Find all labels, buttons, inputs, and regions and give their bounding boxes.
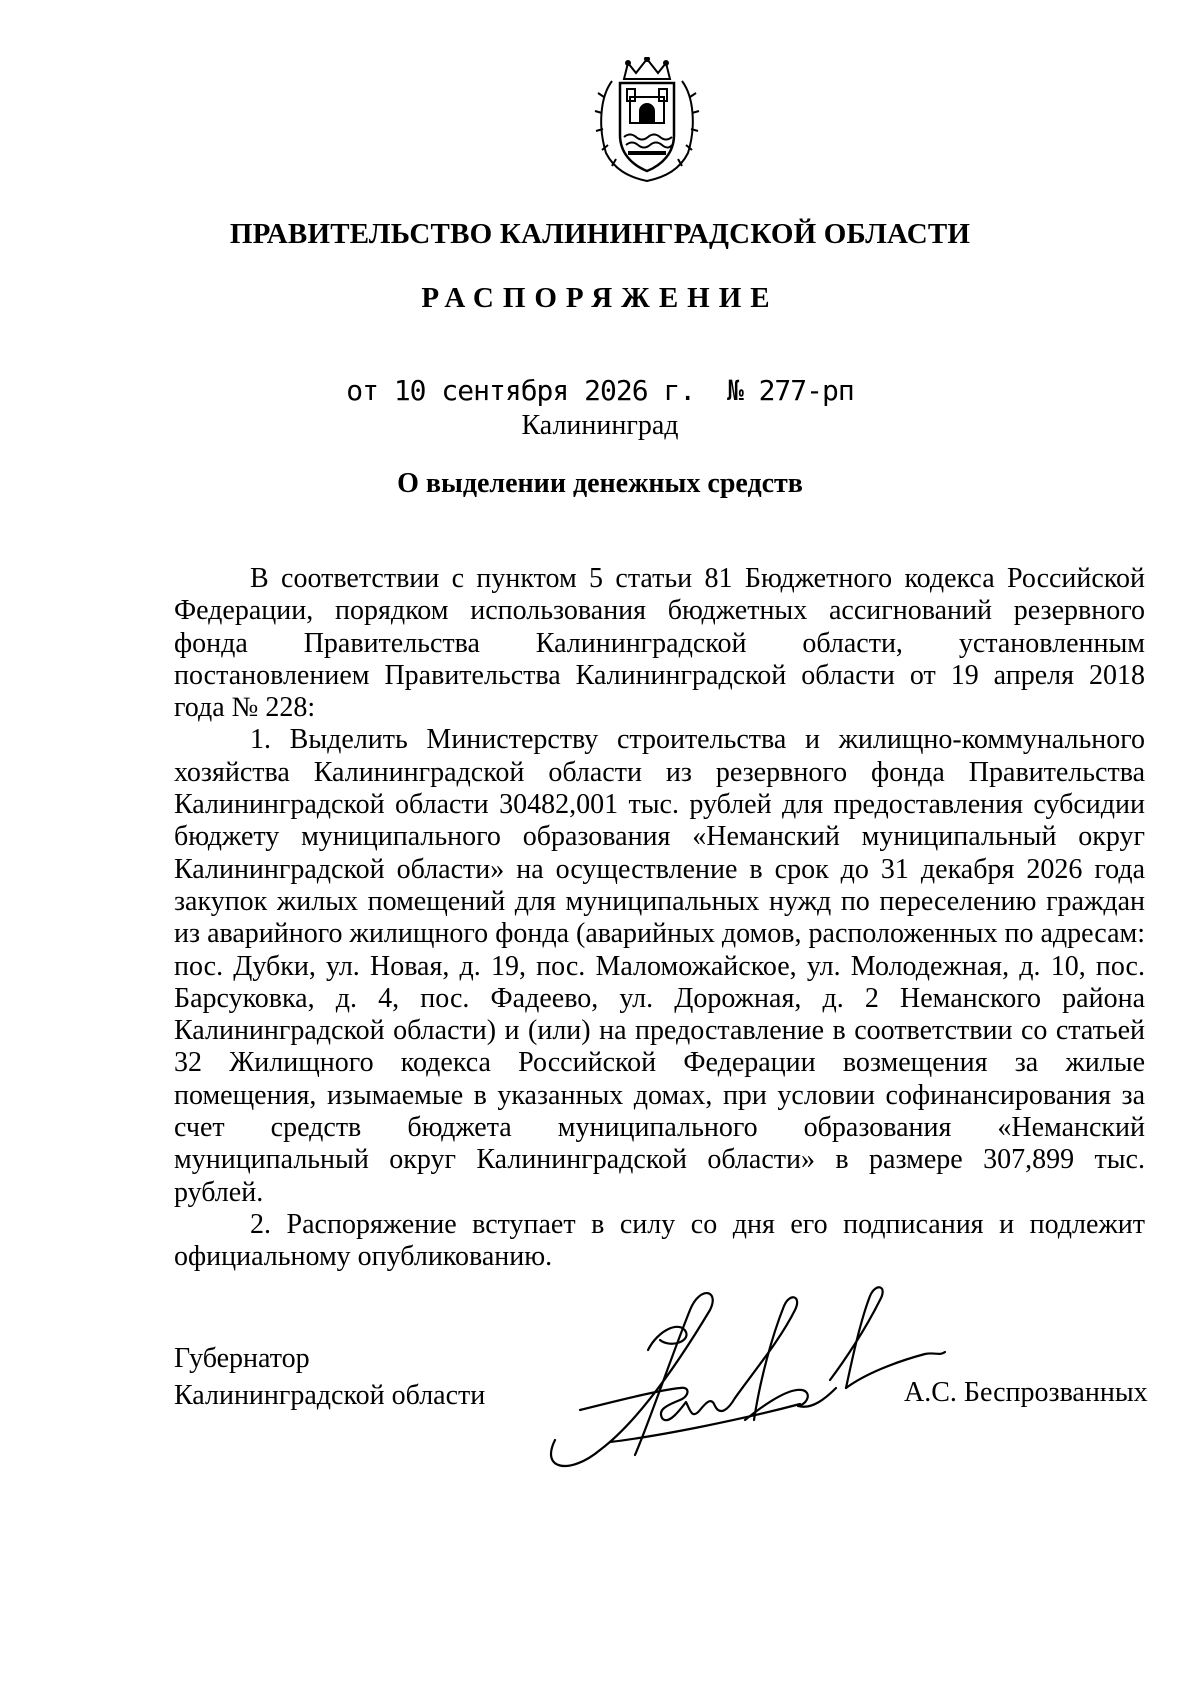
date-month: сентября <box>441 374 569 407</box>
signatory-name: А.С. Беспрозванных <box>904 1377 1148 1408</box>
item-1-paragraph: 1. Выделить Министерству строительства и жилищно-коммунального хозяйства Калининградской области из резервного фонда Правительства Калининградской области 30482,001 тыс. рублей для предоставления субсидии бюджету муниципального образования «Неманский муниципальный округ Калининградской области» на осуществление в срок до 31 декабря 2026 года закупок жилых помещений для муниципальных нужд по переселению граждан из аварийного жилищного фонда (аварийных домов, расположенных по адресам: пос. Дубки, ул. Новая, д. 19, пос. Маломожайское, ул. Молодежная, д. 10, пос. Барсуковка, д. 4, пос. Фадеево, ул. Дорожная, д. 2 Неманского района Калининградской области) и (или) на предоставление в соответствии со статьей 32 Жилищного кодекса Российской Федерации возмещения за жилые помещения, изымаемые в указанных домах, при условии софинансирования за счет средств бюджета муниципального образования «Неманский муниципальный округ Калининградской области» в размере 307,899 тыс. рублей. <box>174 724 1145 1208</box>
handwritten-signature <box>540 1270 950 1480</box>
organization-title: ПРАВИТЕЛЬСТВО КАЛИНИНГРАДСКОЙ ОБЛАСТИ <box>229 218 971 250</box>
date-year: 2026 г. <box>584 374 696 407</box>
signatory-title-line2: Калининградской области <box>174 1380 486 1411</box>
preamble-paragraph: В соответствии с пунктом 5 статьи 81 Бюджетного кодекса Российской Федерации, порядком использования бюджетных ассигнований резервного фонда Правительства Калининградской области, установленным постановлением Правительства Калининградской области от 19 апреля 2018 года № 228: <box>174 563 1145 724</box>
signatory-title-line1: Губернатор <box>174 1343 310 1374</box>
document-number: 277-рп <box>758 374 854 407</box>
city: Калининград <box>521 410 679 441</box>
date-prefix: от <box>346 374 378 407</box>
coat-of-arms-icon <box>594 57 700 183</box>
date-day: 10 <box>393 374 426 407</box>
document-subject: О выделении денежных средств <box>397 468 803 499</box>
signatory-title <box>174 1340 485 1414</box>
date-number-line <box>0 374 1200 407</box>
item-2-paragraph: 2. Распоряжение вступает в силу со дня его подписания и подлежит официальному опубликованию. <box>174 1208 1145 1273</box>
number-sign: № <box>726 374 743 407</box>
document-body <box>174 563 1145 1274</box>
document-type: РАСПОРЯЖЕНИЕ <box>421 282 779 314</box>
